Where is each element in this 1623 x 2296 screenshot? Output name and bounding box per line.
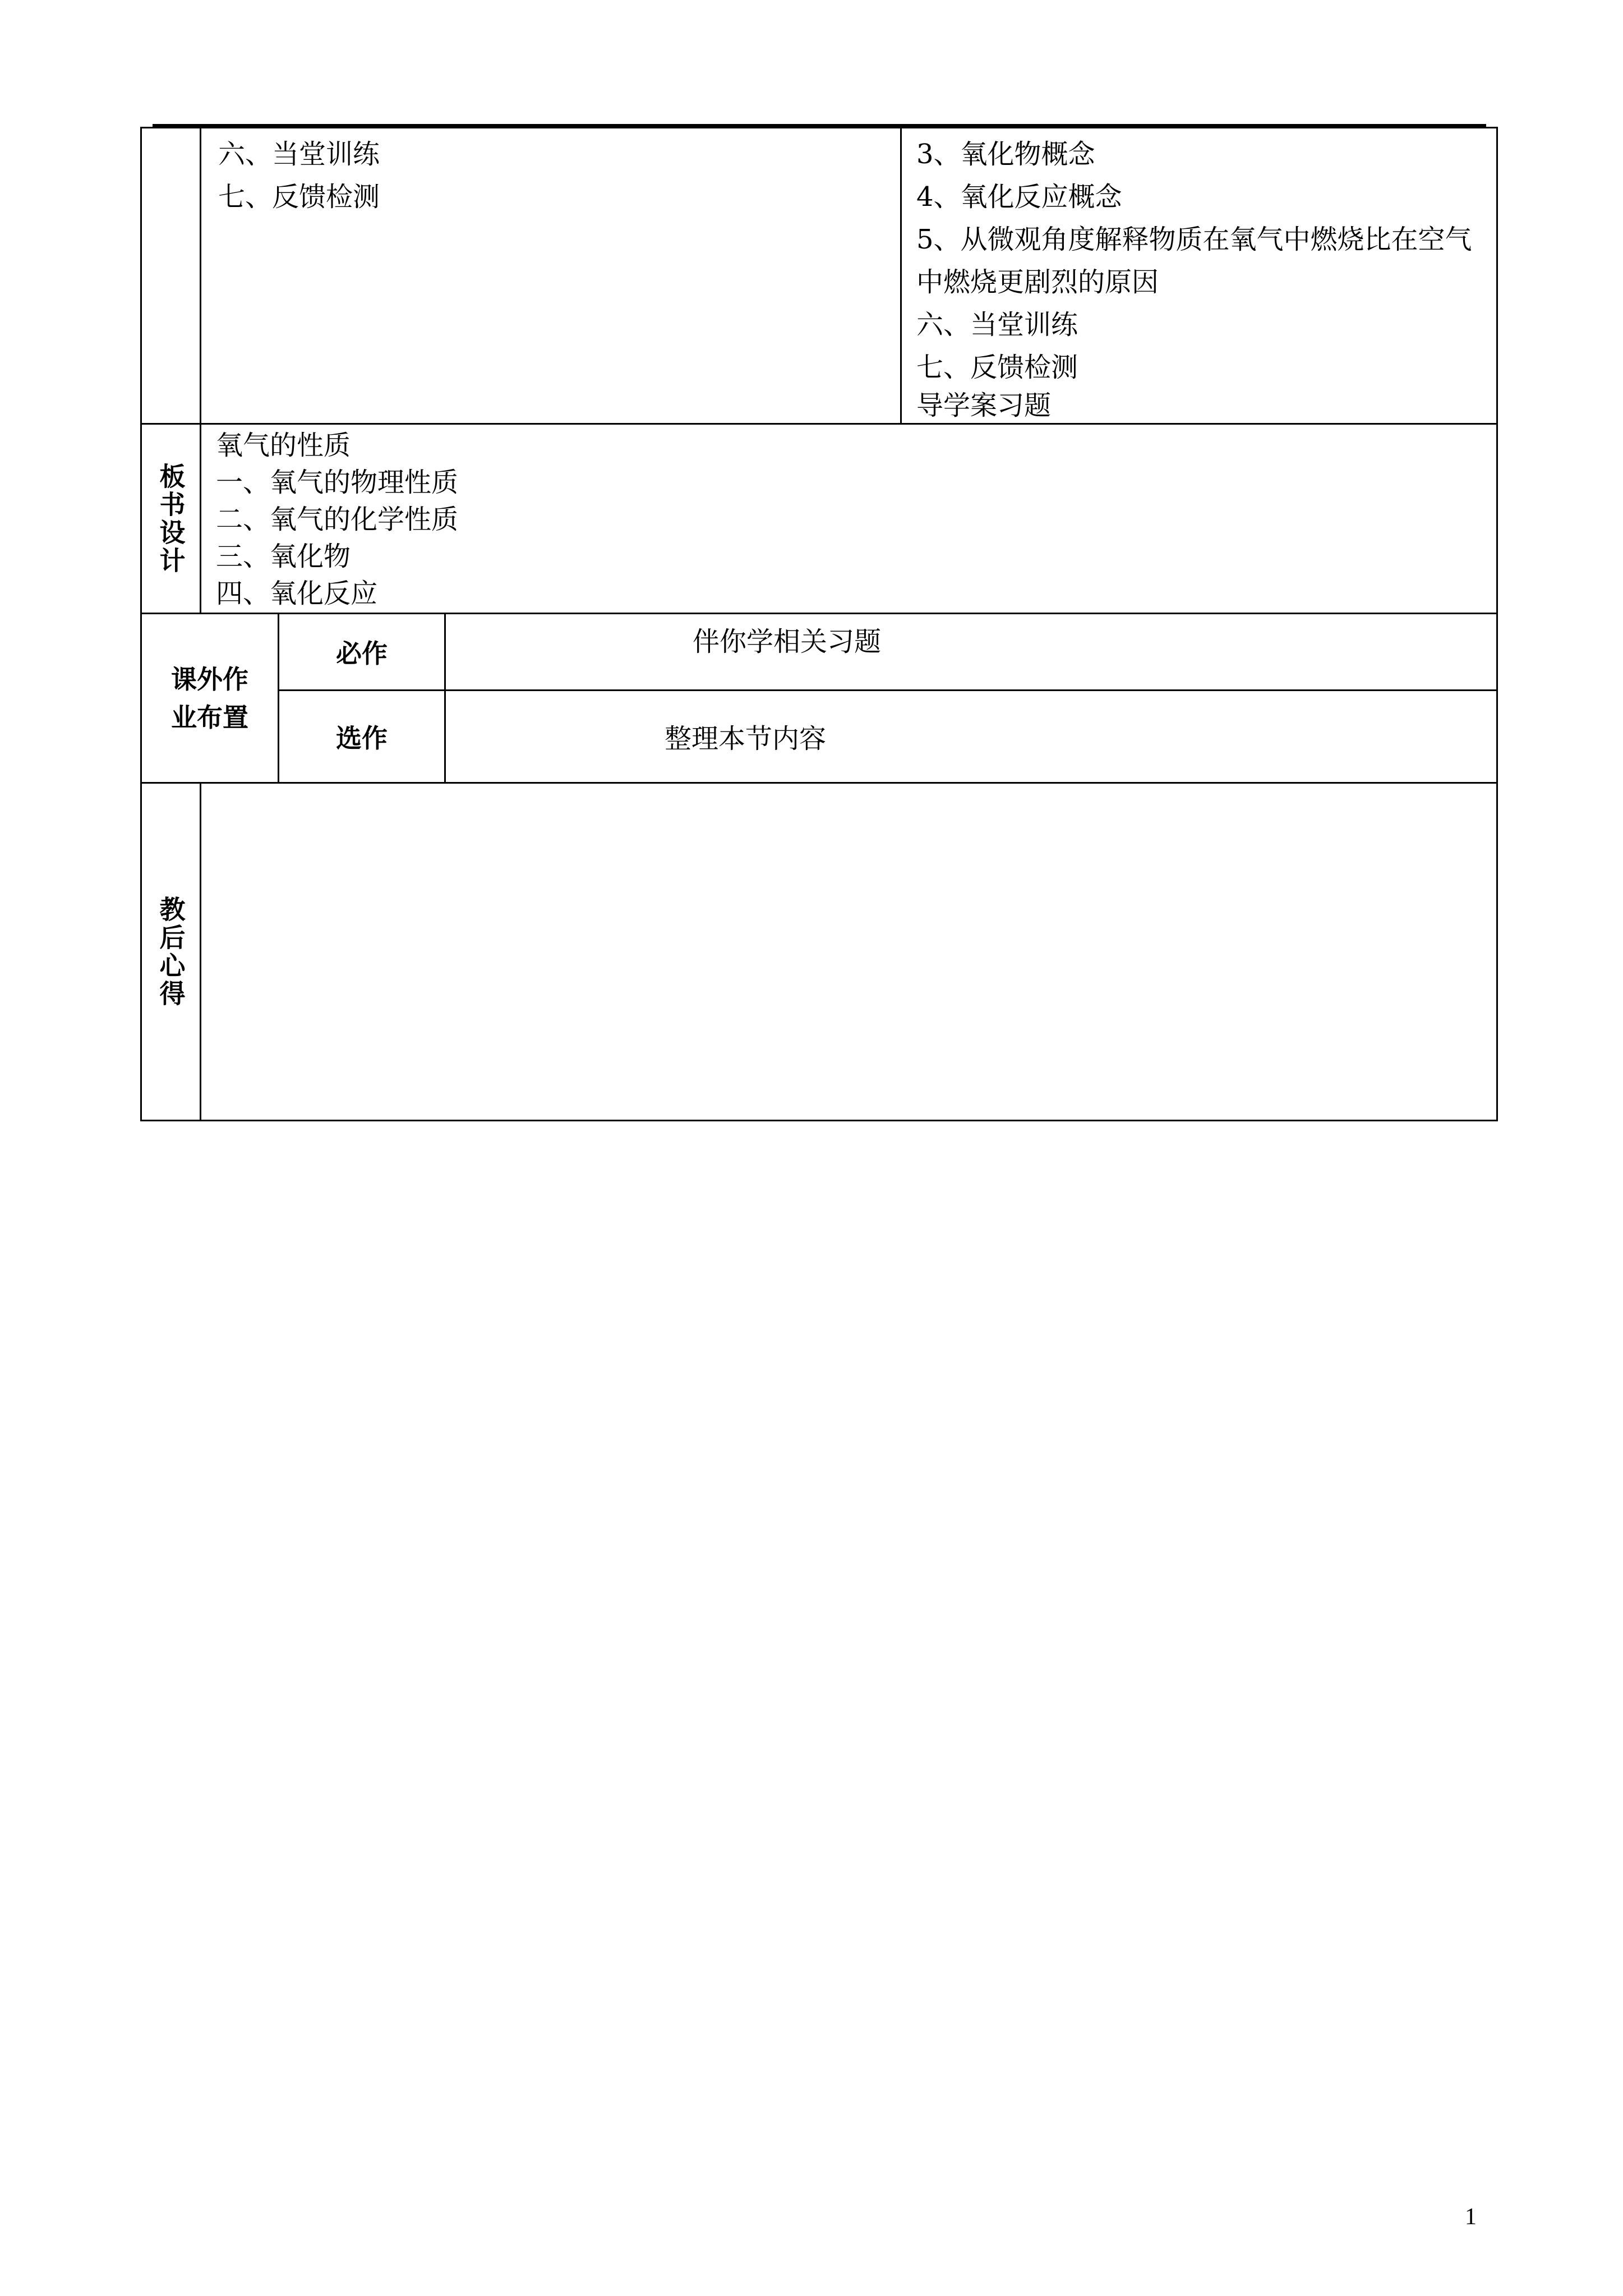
board-line: 一、氧气的物理性质: [216, 467, 459, 498]
homework-optional-row: [141, 691, 1497, 783]
board-design-content: [201, 424, 1497, 614]
homework-required-row: [141, 614, 1497, 691]
homework-label: [141, 614, 279, 783]
required-content-cell: [445, 614, 1497, 691]
board-design-label: 板书设计: [141, 424, 201, 614]
process-right-item: 六、当堂训练: [916, 309, 1078, 341]
process-row: [141, 128, 1497, 424]
process-right-item: 3、氧化物概念: [916, 139, 1095, 170]
board-line: 三、氧化物: [216, 541, 351, 572]
optional-content-cell: [445, 691, 1497, 783]
reflection-label: 教后心得: [141, 783, 201, 1121]
board-line: 氧气的性质: [216, 430, 351, 461]
board-line: 二、氧气的化学性质: [216, 504, 459, 535]
process-left-item: 六、当堂训练: [218, 139, 380, 170]
optional-content: 整理本节内容: [665, 723, 827, 754]
optional-label: 选作: [279, 691, 445, 783]
process-left-cell: [201, 128, 901, 424]
process-right-item: 导学案习题: [916, 390, 1052, 421]
process-right-item: 七、反馈检测: [916, 352, 1078, 383]
required-content: 伴你学相关习题: [693, 626, 882, 657]
homework-label-text: 课外作业布置: [171, 664, 248, 733]
lesson-plan-table: [140, 127, 1498, 1121]
process-left-item: 七、反馈检测: [218, 181, 380, 213]
reflection-content[interactable]: [201, 783, 1497, 1121]
process-right-cell: [901, 128, 1497, 424]
board-line: 四、氧化反应: [216, 578, 378, 609]
reflection-row: [141, 783, 1497, 1121]
required-label: 必作: [279, 614, 445, 691]
process-right-item: 5、从微观角度解释物质在氧气中燃烧比在空气中燃烧更剧烈的原因: [916, 224, 1472, 298]
process-label-cell: [141, 128, 201, 424]
process-right-item: 4、氧化反应概念: [916, 181, 1122, 213]
board-design-row: [141, 424, 1497, 614]
page-number: 1: [1465, 2204, 1477, 2230]
